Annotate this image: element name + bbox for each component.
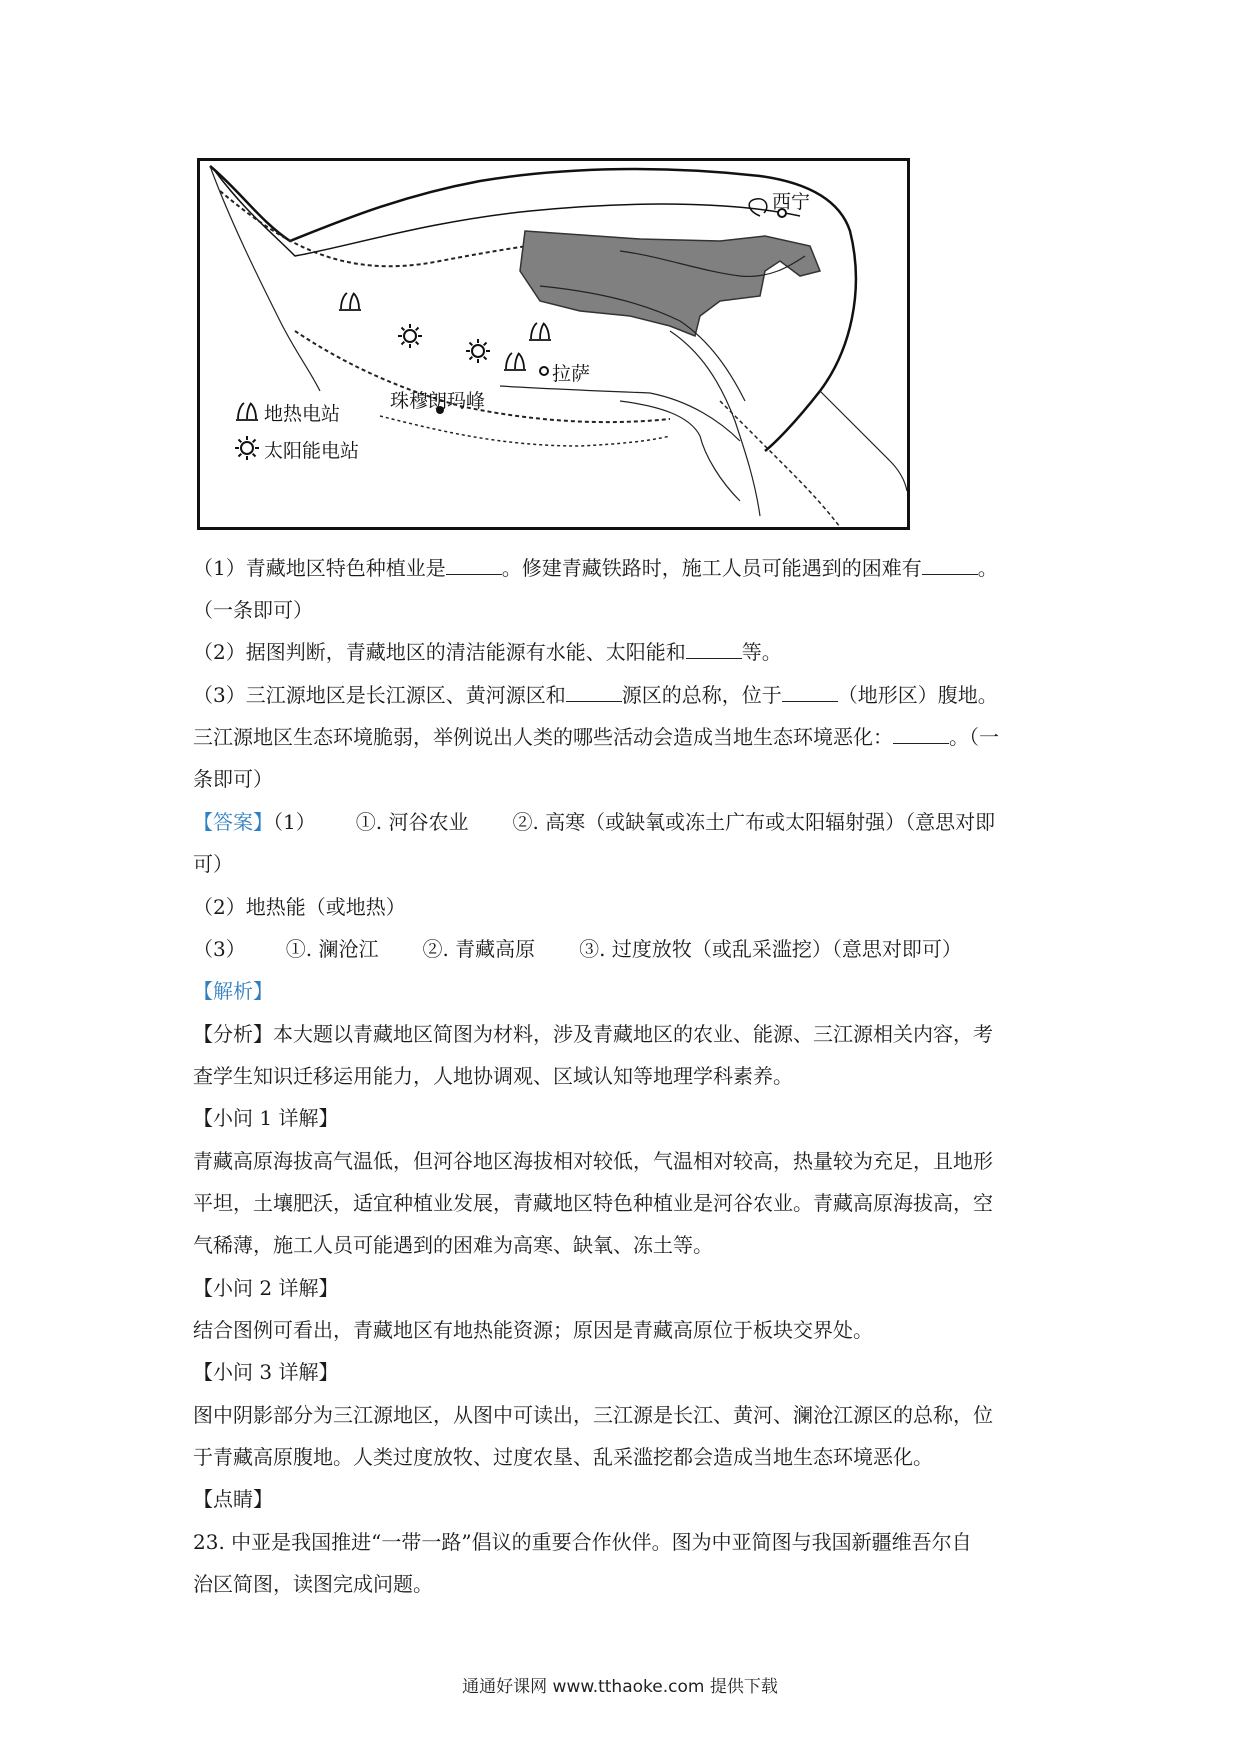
geothermal-station-icon: [504, 353, 526, 370]
answer-blank: [893, 725, 949, 744]
xining-label: 西宁: [772, 191, 811, 213]
analysis-tag: 【解析】: [193, 979, 273, 1003]
geothermal-station-icon: [339, 293, 361, 310]
question-23-line-2: 治区简图，读图完成问题。: [193, 1572, 433, 1596]
map-drawing: [200, 161, 907, 527]
question-3-line-2: 三江源地区生态环境脆弱，举例说出人类的哪些活动会造成当地生态环境恶化： 。（一: [193, 725, 999, 749]
answer-blank: [782, 683, 838, 702]
sub-question-2-line-1: 结合图例可看出，青藏地区有地热能资源；原因是青藏高原位于板块交界处。: [193, 1318, 873, 1342]
legend-geothermal-icon: [236, 403, 258, 420]
footer-source: 通通好课网 www.tthaoke.com 提供下载: [462, 1677, 778, 1697]
answer-blank: [566, 683, 622, 702]
qinghai-tibet-map: [197, 158, 910, 530]
south-boundary: [620, 401, 740, 501]
answer-blank: [686, 640, 742, 659]
analysis-line-2: 查学生知识迁移运用能力，人地协调观、区域认知等地理学科素养。: [193, 1064, 793, 1088]
point-title: 【点睛】: [193, 1487, 273, 1511]
sanjiangyuan-shaded-region: [520, 231, 820, 336]
sub-question-1-title: 【小问 1 详解】: [193, 1106, 339, 1130]
sub-question-3-line-1: 图中阴影部分为三江源地区，从图中可读出，三江源是长江、黄河、澜沧江源区的总称，位: [193, 1403, 993, 1427]
west-boundary: [210, 166, 320, 391]
answer-tag: 【答案】: [193, 810, 273, 834]
southern-ridge: [380, 416, 670, 446]
answer-blank: [922, 556, 978, 575]
legend-solar-label: 太阳能电站: [264, 440, 360, 462]
river-brahmaputra: [500, 386, 740, 441]
analysis-line-1: 【分析】本大题以青藏地区简图为材料，涉及青藏地区的农业、能源、三江源相关内容，考: [193, 1022, 993, 1046]
question-3-line-3: 条即可）: [193, 767, 273, 791]
question-1-line-2: （一条即可）: [193, 598, 313, 622]
answer-line-4: （3） ①. 澜沧江 ②. 青藏高原 ③. 过度放牧（或乱采滥挖）（意思对即可）: [193, 937, 962, 961]
southeast-boundary: [720, 401, 840, 527]
answer-line-1: 【答案】（1） ①. 河谷农业 ②. 高寒（或缺氧或冻土广布或太阳辐射强）（意思对即: [193, 810, 996, 834]
sub-question-1-line-1: 青藏高原海拔高气温低，但河谷地区海拔相对较低，气温相对较高，热量较为充足，且地形: [193, 1149, 993, 1173]
east-boundary: [820, 391, 907, 491]
answer-line-3: （2）地热能（或地热）: [193, 895, 406, 919]
solar-station-icon: [398, 324, 422, 348]
everest-label: 珠穆朗玛峰: [390, 390, 486, 412]
solar-station-icon: [466, 339, 490, 363]
lhasa-label: 拉萨: [552, 363, 591, 385]
question-23-line-1: 23. 中亚是我国推进“一带一路”倡议的重要合作伙伴。图为中亚简图与我国新疆维吾尔自: [193, 1530, 972, 1554]
legend-solar-icon: [235, 436, 259, 460]
answer-blank: [446, 556, 502, 575]
geothermal-station-icon: [529, 323, 551, 340]
sub-question-3-line-2: 于青藏高原腹地。人类过度放牧、过度农垦、乱采滥挖都会造成当地生态环境恶化。: [193, 1445, 933, 1469]
question-3-line-1: （3）三江源地区是长江源区、黄河源区和 源区的总称，位于 （地形区）腹地。: [193, 683, 998, 707]
question-2-line: （2）据图判断，青藏地区的清洁能源有水能、太阳能和 等。: [193, 640, 782, 664]
sub-question-1-line-2: 平坦，土壤肥沃，适宜种植业发展，青藏地区特色种植业是河谷农业。青藏高原海拔高，空: [193, 1191, 993, 1215]
sub-question-2-title: 【小问 2 详解】: [193, 1276, 339, 1300]
sub-question-3-title: 【小问 3 详解】: [193, 1360, 339, 1384]
question-1-line-1: （1）青藏地区特色种植业是 。修建青藏铁路时，施工人员可能遇到的困难有 。: [193, 556, 998, 580]
answer-line-2: 可）: [193, 852, 233, 876]
xining-lake: [749, 199, 767, 216]
river-lancang: [670, 331, 760, 516]
legend-geothermal-label: 地热电站: [264, 403, 341, 425]
lhasa-marker: [540, 367, 548, 375]
sub-question-1-line-3: 气稀薄，施工人员可能遇到的困难为高寒、缺氧、冻土等。: [193, 1233, 713, 1257]
